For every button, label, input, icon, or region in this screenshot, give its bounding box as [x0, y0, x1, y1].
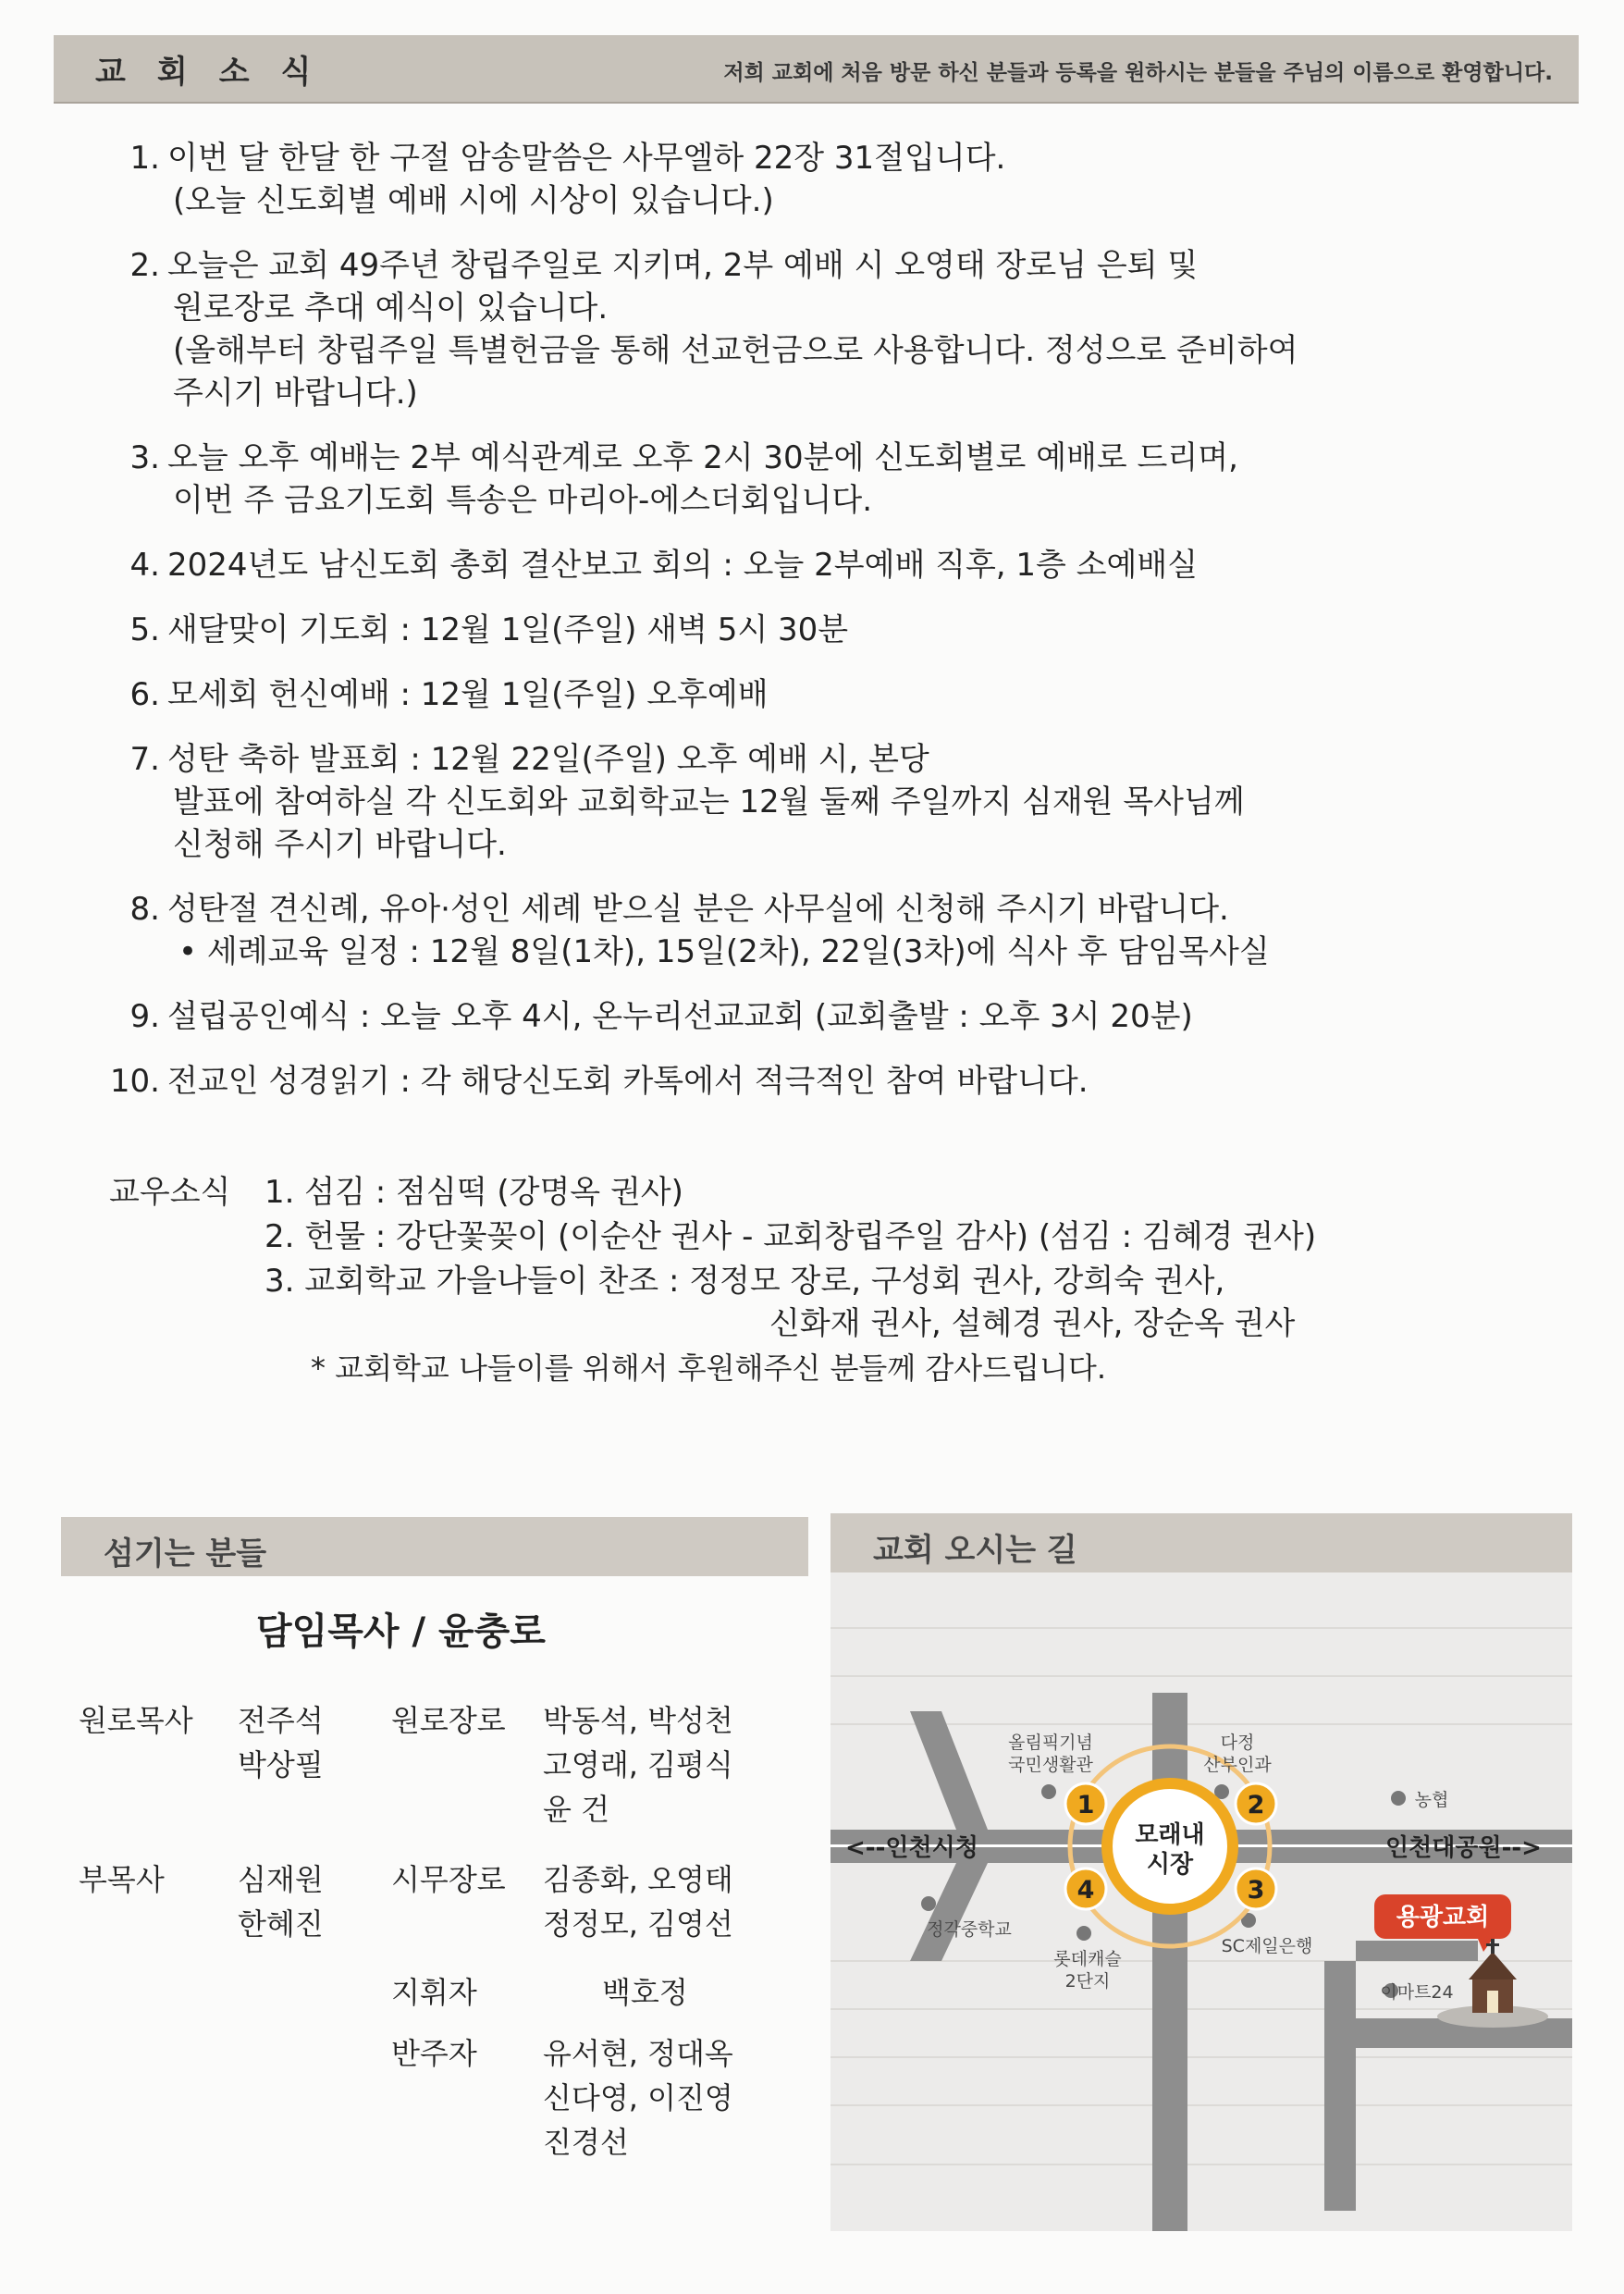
servers-heading: 섬기는 분들	[61, 1517, 808, 1576]
notice-line: 오늘은 교회 49주년 창립주일로 지키며, 2부 예배 시 오영태 장로님 은퇴 및	[167, 247, 1199, 284]
notice-number: 7.	[129, 741, 160, 778]
map-center-label-1: 모래내	[1135, 1821, 1205, 1849]
map-landmark-nonghyup: 농협	[1414, 1790, 1449, 1810]
map-landmark-lotte: 롯데캐슬	[1053, 1949, 1122, 1969]
notice-line: 원로장로 추대 예식이 있습니다.	[173, 290, 609, 327]
notice-number: 5.	[129, 611, 160, 648]
notice-item	[106, 995, 1512, 1038]
map-left-direction: <--인천시청	[845, 1834, 978, 1862]
map-exit-3: 3	[1247, 1876, 1265, 1905]
notice-list	[106, 137, 1512, 1125]
notice-item	[106, 1060, 1512, 1103]
members-news-item: 3. 교회학교 가을나들이 찬조 : 정정모 장로, 구성회 권사, 강희숙 권사,	[265, 1263, 1225, 1300]
notice-number: 9.	[129, 998, 160, 1035]
map-right-direction: 인천대공원-->	[1385, 1834, 1542, 1862]
notice-line: 2024년도 남신도회 총회 결산보고 회의 : 오늘 2부예배 직후, 1층 소예배실	[167, 547, 1199, 584]
welcome-message: 저희 교회에 처음 방문 하신 분들과 등록을 원하시는 분들을 주님의 이름으로 환영합니다.	[723, 61, 1553, 85]
members-news	[109, 1171, 1496, 1389]
notice-item	[106, 244, 1512, 414]
assoc-pastors: 심재원 한혜진	[238, 1862, 324, 1942]
notice-item	[106, 437, 1512, 522]
members-news-item: 1. 섬김 : 점심떡 (강명옥 권사)	[265, 1174, 683, 1211]
notice-item	[106, 544, 1512, 586]
elder-label: 시무장로	[391, 1862, 506, 1897]
map-exit-2: 2	[1247, 1791, 1265, 1819]
map-exit-4: 4	[1077, 1876, 1095, 1905]
emeritus-elders: 박동석, 박성천 고영래, 김평식 윤 건	[543, 1703, 733, 1827]
notice-number: 3.	[129, 439, 160, 476]
notice-line: 이번 주 금요기도회 특송은 마리아-에스더회입니다.	[173, 482, 873, 519]
notice-number: 6.	[129, 676, 160, 713]
map-landmark-olympic: 올림픽기념	[1008, 1733, 1093, 1753]
members-news-thanks: * 교회학교 나들이를 위해서 후원해주신 분들께 감사드립니다.	[311, 1350, 1107, 1386]
conductor: 백호정	[602, 1975, 688, 2010]
map-landmark-dajeong-2: 산부인과	[1203, 1755, 1272, 1775]
assoc-pastor-label: 부목사	[79, 1862, 165, 1897]
news-title: 교회소식	[95, 54, 343, 91]
news-header	[54, 35, 1579, 104]
notice-item	[106, 137, 1512, 222]
notice-item	[106, 738, 1512, 866]
notice-item	[106, 888, 1512, 973]
notice-number: 1.	[129, 140, 160, 177]
map-center-label-2: 시장	[1146, 1851, 1194, 1879]
directions-map	[830, 1572, 1572, 2231]
map-landmark-emart: 이마트24	[1380, 1982, 1454, 2003]
accompanists: 유서현, 정대옥 신다영, 이진영 진경선	[543, 2036, 733, 2160]
notice-number: 4.	[129, 547, 160, 584]
notice-item	[106, 609, 1512, 651]
notice-line: 신청해 주시기 바랍니다.	[173, 826, 507, 863]
notice-line: 전교인 성경읽기 : 각 해당신도회 카톡에서 적극적인 참여 바랍니다.	[167, 1063, 1089, 1100]
emeritus-pastors: 전주석 박상필	[238, 1703, 324, 1782]
map-graphic	[830, 1572, 1572, 2231]
notice-line: (올해부터 창립주일 특별헌금을 통해 선교헌금으로 사용합니다. 정성으로 준비하여	[173, 332, 1298, 369]
notice-line: 주시기 바랍니다.)	[173, 375, 418, 412]
members-news-item: 2. 헌물 : 강단꽃꽂이 (이순산 권사 - 교회창립주일 감사) (섬김 : 김혜경 권사)	[265, 1218, 1317, 1255]
notice-line: 발표에 참여하실 각 신도회와 교회학교는 12월 둘째 주일까지 심재원 목사님께	[173, 783, 1245, 820]
members-news-continuation: 신화재 권사, 설혜경 권사, 장순옥 권사	[769, 1305, 1296, 1342]
notice-line: 오늘 오후 예배는 2부 예식관계로 오후 2시 30분에 신도회별로 예배로 드리며,	[167, 439, 1238, 476]
accompanist-label: 반주자	[391, 2036, 477, 2071]
emeritus-pastor-label: 원로목사	[79, 1703, 193, 1738]
notice-line: 성탄절 견신례, 유아·성인 세례 받으실 분은 사무실에 신청해 주시기 바랍니다.	[167, 891, 1229, 928]
notice-line: 이번 달 한달 한 구절 암송말씀은 사무엘하 22장 31절입니다.	[167, 140, 1006, 177]
notice-number: 10.	[109, 1063, 160, 1100]
notice-line: 성탄 축하 발표회 : 12월 22일(주일) 오후 예배 시, 본당	[167, 741, 929, 778]
notice-line: 설립공인예식 : 오늘 오후 4시, 온누리선교교회 (교회출발 : 오후 3시 20분)	[167, 998, 1193, 1035]
notice-item	[106, 673, 1512, 716]
elders: 김종화, 오영태 정정모, 김영선	[543, 1862, 733, 1942]
map-landmark-olympic-2: 국민생활관	[1008, 1755, 1093, 1775]
map-exit-1: 1	[1077, 1791, 1095, 1819]
directions-heading: 교회 오시는 길	[830, 1513, 1572, 1572]
map-church-label: 용광교회	[1396, 1904, 1490, 1931]
senior-pastor: 담임목사 / 윤충로	[256, 1610, 546, 1653]
map-landmark-lotte-2: 2단지	[1064, 1971, 1111, 1992]
notice-line: (오늘 신도회별 예배 시에 시상이 있습니다.)	[173, 182, 774, 219]
notice-number: 8.	[129, 891, 160, 928]
emeritus-elder-label: 원로장로	[391, 1703, 506, 1738]
notice-line: • 세례교육 일정 : 12월 8일(1차), 15일(2차), 22일(3차)에 식사 후 담임목사실	[178, 933, 1270, 970]
members-news-label: 교우소식	[109, 1174, 231, 1211]
notice-line: 모세회 헌신예배 : 12월 1일(주일) 오후예배	[167, 676, 769, 713]
notice-number: 2.	[129, 247, 160, 284]
map-landmark-dajeong: 다정	[1220, 1733, 1255, 1753]
conductor-label: 지휘자	[391, 1975, 477, 2010]
map-landmark-school: 정각중학교	[927, 1919, 1012, 1940]
notice-line: 새달맞이 기도회 : 12월 1일(주일) 새벽 5시 30분	[167, 611, 849, 648]
map-landmark-sc-bank: SC제일은행	[1221, 1936, 1313, 1956]
